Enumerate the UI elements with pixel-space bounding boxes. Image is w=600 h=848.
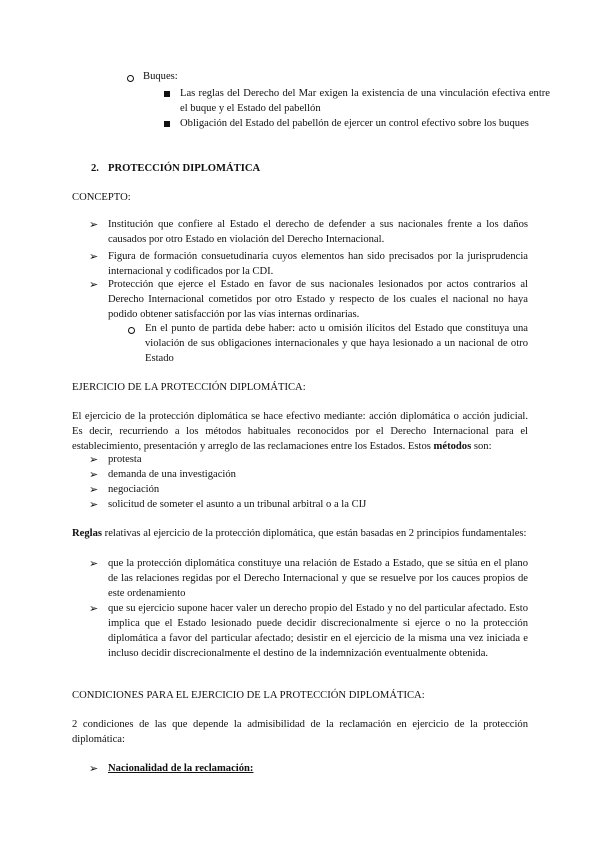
arrow-bullet-icon: ➢ [89, 468, 99, 481]
arrow-bullet-icon: ➢ [89, 762, 99, 775]
circle-bullet-icon [127, 75, 134, 82]
ejercicio-heading: EJERCICIO DE LA PROTECCIÓN DIPLOMÁTICA: [72, 382, 306, 393]
metodo-item-2: demanda de una investigación [108, 469, 236, 480]
buques-item-2: Obligación del Estado del pabellón de ejercer un control efectivo sobre los buques [180, 118, 529, 129]
circle-bullet-icon [128, 327, 135, 334]
section-title: PROTECCIÓN DIPLOMÁTICA [108, 163, 261, 174]
concepto-heading: CONCEPTO: [72, 192, 131, 203]
regla-item-1: que la protección diplomática constituye una relación de Estado a Estado, que se sitúa en el plano de las relaciones regidas por el Derecho Internacional y que se resuelve por los cauces propios de este ordenamiento [108, 558, 528, 599]
concepto-item-1: Institución que confiere al Estado el derecho de defender a sus nacionales frente a los daños causados por otro Estado en violación del Derecho Internacional. [108, 219, 528, 245]
ejercicio-paragraph: El ejercicio de la protección diplomática se hace efectivo mediante: acción diplomática o acción judicial. Es decir, recurriendo a los métodos habituales reconocidos por el Derecho Internacional para el establecimiento, presentación y arreglo de las reclamaciones entre los Estados. Estos métodos son: [72, 411, 528, 452]
arrow-bullet-icon: ➢ [89, 498, 99, 511]
nacionalidad-heading: Nacionalidad de la reclamación: [108, 763, 254, 774]
arrow-bullet-icon: ➢ [89, 602, 99, 615]
concepto-item-2: Figura de formación consuetudinaria cuyos elementos han sido precisados por la jurisprudencia internacional y codificados por la CDI. [108, 251, 528, 277]
arrow-bullet-icon: ➢ [89, 453, 99, 466]
reglas-bold: Reglas [72, 528, 103, 539]
concepto-item-3: Protección que ejerce el Estado en favor de sus nacionales lesionados por actos contrarios al Derecho Internacional cometidos por otro Estado y respecto de los cuales el nacional no haya podido obtener satisfacción por las vías internas ordinarias. [108, 279, 528, 320]
regla-item-2: que su ejercicio supone hacer valer un derecho propio del Estado y no del particular afectado. Esto implica que el Estado lesionado puede decidir discrecionalmente si ejerce o no la protección diplomática a favor del particular afectado; desistir en el ejercicio de la misma una vez iniciada e incluso decidir discrecionalmente el destino de la indemnización eventualmente obtenida. [108, 603, 528, 659]
square-bullet-icon [164, 121, 170, 127]
buques-label: Buques: [143, 71, 178, 82]
condiciones-paragraph: 2 condiciones de las que depende la admisibilidad de la reclamación en ejercicio de la protección diplomática: [72, 719, 528, 745]
metodo-item-3: negociación [108, 484, 160, 495]
arrow-bullet-icon: ➢ [89, 483, 99, 496]
metodos-bold: métodos [433, 441, 472, 452]
metodo-item-1: protesta [108, 454, 142, 465]
square-bullet-icon [164, 91, 170, 97]
condiciones-heading: CONDICIONES PARA EL EJERCICIO DE LA PROTECCIÓN DIPLOMÁTICA: [72, 690, 425, 701]
buques-item-1: Las reglas del Derecho del Mar exigen la existencia de una vinculación efectiva entre el buque y el Estado del pabellón [180, 88, 550, 114]
reglas-paragraph: Reglas relativas al ejercicio de la protección diplomática, que están basadas en 2 principios fundamentales: [72, 528, 527, 539]
arrow-bullet-icon: ➢ [89, 218, 99, 231]
arrow-bullet-icon: ➢ [89, 278, 99, 291]
arrow-bullet-icon: ➢ [89, 557, 99, 570]
concepto-subitem: En el punto de partida debe haber: acto u omisión ilícitos del Estado que constituya una violación de sus obligaciones internacionales y que haya lesionado a un nacional de otro Estado [145, 323, 528, 364]
section-number: 2. [91, 163, 99, 174]
metodo-item-4: solicitud de someter el asunto a un tribunal arbitral o a la CIJ [108, 499, 367, 510]
arrow-bullet-icon: ➢ [89, 250, 99, 263]
